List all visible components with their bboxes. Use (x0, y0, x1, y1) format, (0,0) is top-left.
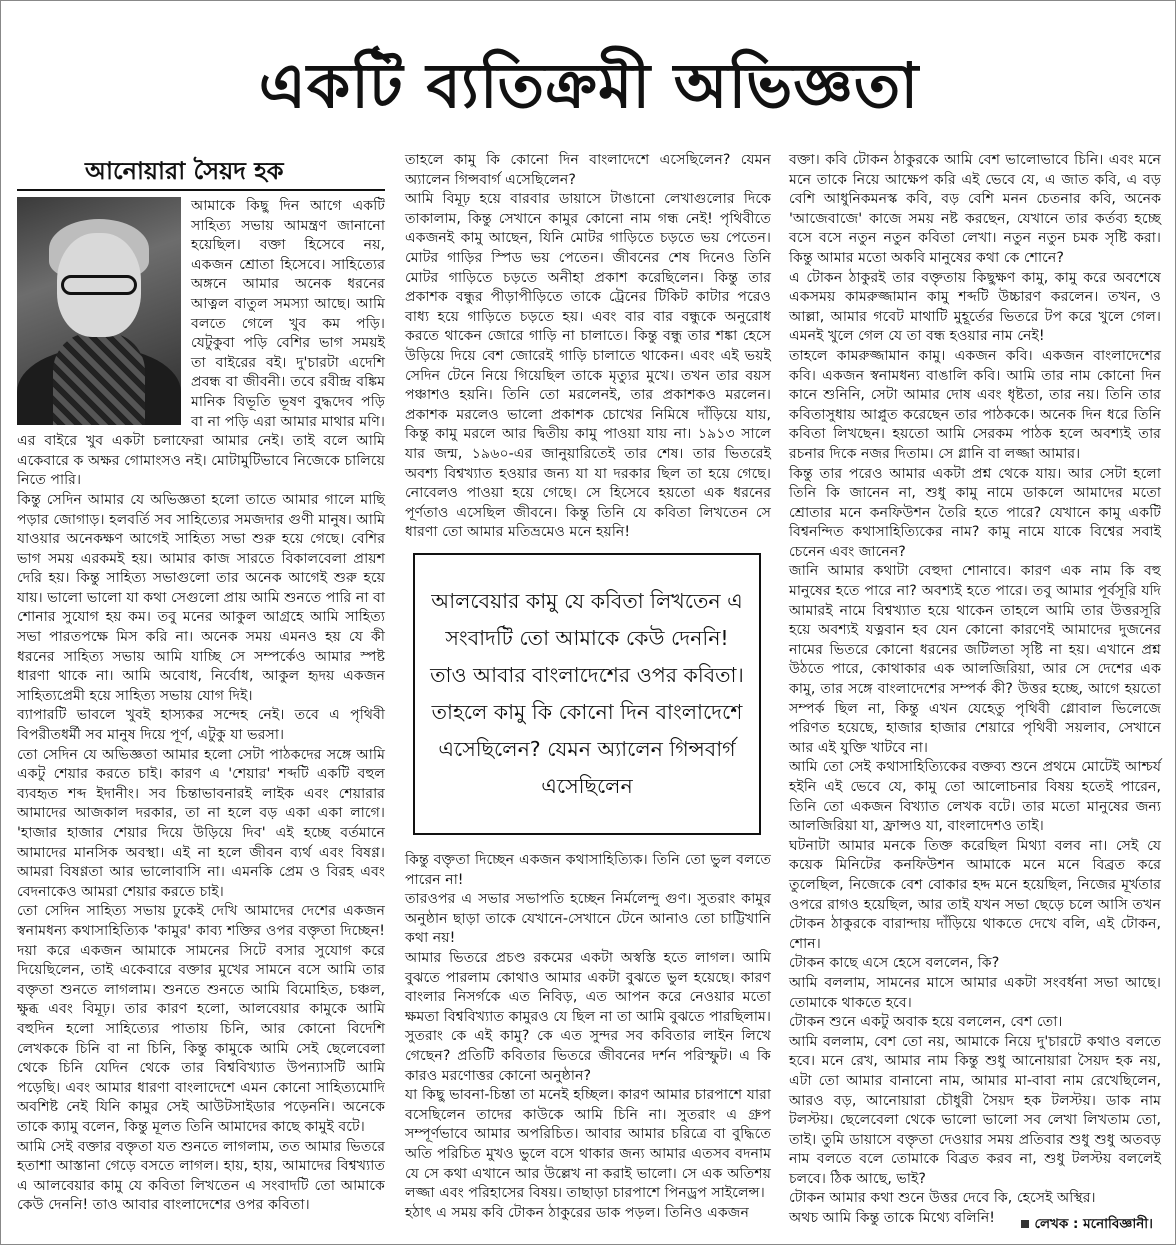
byline-divider (17, 189, 385, 191)
byline: আনোয়ারা সৈয়দ হক (85, 157, 284, 185)
square-bullet-icon (1021, 1220, 1029, 1228)
signature-text: লেখক : মনোবিজ্ঞানী। (1034, 1216, 1153, 1232)
paragraph: যা কিছু ভাবনা-চিন্তা তা মনেই হচ্ছিল। কারণ আমার চারপাশে যারা বসেছিলেন তাদের কাউকে আমি চিনি না। সুতরাং এ গ্রুপ সম্পূর্ণভাবে আমার অপরিচিত। আবার আমার চরিত্রে বা বুদ্ধিতে অতি পরিচিত মুখও ভুলে বসে থাকার জন্য আমার এতসব বদনাম যে সে কথা এখানে আর উল্লেখ না করাই ভালো। সে এক অতিশয় লজ্জা এবং পরিহাসের বিষয়। তাছাড়া চারপাশে পিনড্রপ সাইলেন্স। (405, 1087, 771, 1202)
paragraph: জানি আমার কথাটা বেহুদা শোনাবে। কারণ এক নাম কি বহু মানুষের হতে পারে না? অবশ্যই হতে পারে। তবু আমার পূর্বসূরি যদি আমারই নামে বিশ্বখ্যাত হয়ে থাকেন তাহলে আমি তার উত্তরসূরি হয়ে অবশ্যই যত্নবান হব যেন কোনো কারণেই আমাদের দুজনের নামের ভিতরে কোনো ধরনের জটিলতা সৃষ্টি না হয়। এখানে প্রশ্ন উঠতে পারে, কোথাকার এক আলজিরিয়া, আর সে দেশের এক কামু, তার সঙ্গে বাংলাদেশের সম্পর্ক কী? উত্তর হচ্ছে, আগে হয়তো সম্পর্ক ছিল না, কিন্তু এখন যেহেতু পৃথিবী গ্লোবাল ভিলেজে পরিণত হয়েছে, হাজার হাজার শেয়ারে পৃথিবী সয়লাব, সেখানে আর এই যুক্তি খাটবে না। (789, 563, 1161, 756)
pull-quote (413, 553, 761, 835)
paragraph: কিন্তু সেদিন আমার যে অভিজ্ঞতা হলো তাতে আমার গালে মাছি পড়ার জোগাড়। হলবর্তি সব সাহিত্যের সমজদার গুণী মানুষ। আমি যাওয়ার অনেকক্ষণ আগেই সাহিত্য সভা শুরু হয়ে গেছে। বেশির ভাগ সময় এরকমই হয়। আমার কাজ সারতে বিকালবেলা প্রায়শ দেরি হয়। কিন্তু সাহিত্য সভাগুলো তার অনেক আগেই শুরু হয়ে যায়। ভালো ভালো যা কথা সেগুলো প্রায় আমি শুনতে পারি না বা শোনার সুযোগ হয় কম। তবু মনের আকুল আগ্রহে আমি সাহিত্য সভা পারতপক্ষে মিস করি না। অনেক সময় এমনও হয় যে কী ধরনের সাহিত্য সভায় আমি যাচ্ছি সে সম্পর্কেও আমার স্পষ্ট ধারণা থাকে না। আমি অবোধ, নির্বোধ, আকুল হৃদয় একজন সাহিত্যপ্রেমী হয়ে সাহিত্য সভায় যোগ দিই। (17, 491, 385, 704)
paragraph: হঠাৎ এ সময় কবি টোকন ঠাকুরের ডাক পড়ল। তিনিও একজন (405, 1204, 749, 1221)
paragraph: টোকন শুনে একটু অবাক হয়ে বললেন, বেশ তো। (789, 1014, 1063, 1031)
paragraph: আমি বললাম, বেশ তো নয়, আমাকে নিয়ে দু'চারটে কথাও বলতে হবে। মনে রেখ, আমার নাম কিন্তু শুধু আনোয়ারা সৈয়দ হক নয়, এটা তো আমার বানানো নাম, আমার মা-বাবা নাম রেখেছিলেন, আরও বড়, আনোয়ারা চৌধুরী সৈয়দ হক টলস্টয়। ডাক নাম টলস্টয়। ছেলেবেলা থেকে ভালো ভালো সব লেখা লিখতাম তো, তাই। তুমি ডায়াসে বক্তৃতা দেওয়ার সময় প্রতিবার শুধু শুধু অতবড় নাম বলতে বলে তোমাকে বিব্রত করব না, শুধু টলস্টয় বললেই চলবে। ঠিক আছে, ভাই? (789, 1033, 1161, 1187)
paragraph: আমাকে কিছু দিন আগে একটি সাহিত্য সভায় আমন্ত্রণ জানানো হয়েছিল। বক্তা হিসেবে নয়, একজন শ্রোতা হিসেবে। সাহিত্যের অঙ্গনে আমার অনেক ধরনের আত্নল বাতুল সমস্যা আছে। আমি বলতে গেলে খুব কম পড়ি। যেটুকুবা পড়ি বেশির ভাগ সময়ই তা বাইরের বই। দু'চারটা এদেশি প্রবন্ধ বা জীবনী। তবে রবীন্দ্র বঙ্কিম মানিক বিভূতি ভূষণ বুদ্ধদেব পড়ি বা না পড়ি এরা আমার মাথার মণি। এর বাইরে খুব একটা চলাফেরা আমার নেই। তাই বলে আমি একেবারে ক অক্ষর গোমাংসও নই। মোটামুটিভাবে নিজেকে চালিয়ে নিতে পারি। (17, 198, 385, 489)
paragraph: কিন্তু বক্তৃতা দিচ্ছেন একজন কথাসাহিত্যিক। তিনি তো ভুল বলতে পারেন না! (405, 852, 771, 888)
author-photo (17, 197, 181, 425)
headline: একটি ব্যতিক্রমী অভিজ্ঞতা (258, 49, 920, 122)
paragraph: আমার ভিতরে প্রচণ্ড রকমের একটা অস্বস্তি হতে লাগল। আমি বুঝতে পারলাম কোথাও আমার একটা বুঝতে ভুল হয়েছে। কারণ বাংলার নিসর্গকে এত নিবিড়, এত আপন করে নেওয়ার মতো ক্ষমতা বিশ্ববিখ্যাত কামুরও যে ছিল না তা আমি বুঝতে পারছিলাম। সুতরাং কে এই কামু? কে এত সুন্দর সব কবিতার লাইন লিখে গেছেন? প্রতিটি কবিতার ভিতরে জীবনের দর্শন পরিস্ফুট। এ কি কারও মরণোত্তর কোনো অনুষ্ঠান? (405, 949, 771, 1084)
paragraph: টোকন কাছে এসে হেসে বললেন, কি? (789, 955, 1000, 972)
column-2-top (405, 151, 771, 543)
paragraph: ব্যাপারটি ভাবলে খুবই হাস্যকর সন্দেহ নেই। তবে এ পৃথিবী বিপরীতধর্মী সব মানুষ দিয়ে পূর্ণ, এটুকু যা ভরসা। (17, 707, 385, 744)
paragraph: তো সেদিন যে অভিজ্ঞতা আমার হলো সেটা পাঠকদের সঙ্গে আমি একটু শেয়ার করতে চাই। কারণ এ 'শেয়ার' শব্দটি একটি বহুল ব্যবহৃত শব্দ ইদানীং। সব চিন্তাভাবনারই লাইক এবং শেয়ারার আমাদের আজকাল দরকার, তা না হলে বড় একা একা লাগে। 'হাজার হাজার শেয়ার দিয়ে উড়িয়ে দিব' এই হচ্ছে বর্তমানে আমাদের মানসিক অবস্থা। এই না হলে জীবন ব্যর্থ এবং বিষণ্ণ। আমরা বিষণ্ণতা আর ভালোবাসি না। এমনকি প্রেম ও বিরহ এবং বেদনাকেও আমরা শেয়ার করতে চাই। (17, 746, 385, 900)
photo-scarf (53, 333, 145, 425)
paragraph: আমি বিমূঢ় হয়ে বারবার ডায়াসে টাঙানো লেখাগুলোর দিকে তাকালাম, কিন্তু সেখানে কামুর কোনো নাম গন্ধ নেই! পৃথিবীতে একজনই কামু আছেন, যিনি মোটর গাড়িতে চড়তে ভয় পেতেন। মোটর গাড়ির স্পিড ভয় পেতেন। জীবনের শেষ দিনেও তিনি মোটর গাড়িতে চড়তে অনীহা প্রকাশ করেছিলেন। কিন্তু তার প্রকাশক বন্ধুর পীড়াপীড়িতে তাকে ট্রেনের টিকিট কাটার পরেও বাধ্য হয়ে গাড়িতে চড়তে হয়। এবং বার বার বন্ধুকে অনুরোধ করতে থাকেন জোরে গাড়ি না চালাতে। কিন্তু বন্ধু তার শঙ্কা হেসে উড়িয়ে দিয়ে বেশ জোরেই গাড়ি চালাতে থাকেন। এবং এই ভয়ই সেদিন টেনে নিয়ে গিয়েছিল তাকে মৃত্যুর মুখে। তখন তার বয়স পঞ্চাশও হয়নি। তিনি তো মরলেনই, তার প্রকাশকও মরলেন। প্রকাশক মরলেও ভালো প্রকাশক চোখের নিমিষে দাঁড়িয়ে যায়, কিন্তু কামু মরলে আর দ্বিতীয় কামু পাওয়া যায় না। ১৯১৩ সালে যার জন্ম, ১৯৬০-এর জানুয়ারিতেই তার শেষ। তার ভিতরেই অবশ্য বিশ্বখ্যাত হওয়ার জন্য যা যা দরকার ছিল তা হয়ে গেছে। নোবেলও পাওয়া হয়ে গেছে। সে হিসেবে হয়তো এক ধরনের পূর্ণতাও এসেছিল জীবনে। কিন্তু তিনি যে কবিতা লিখতেন সে ধারণা তো আমার মতিভ্রমেও মনে হয়নি! (405, 191, 771, 541)
paragraph: কিন্তু তার পরেও আমার একটা প্রশ্ন থেকে যায়। আর সেটা হলো তিনি কি জানেন না, শুধু কামু নামে ডাকলে আমাদের মতো শ্রোতার মনে কনফিউশন তৈরি হতে পারে? যেখানে কামু একটি বিশ্বনন্দিত কথাসাহিত্যিকের নাম? কামু নামে যাকে বিশ্বের সবাই চেনেন এবং জানেন? (789, 465, 1161, 560)
column-1 (17, 197, 385, 1216)
paragraph: তাহলে কামরুজ্জামান কামু। একজন কবি। একজন বাংলাদেশের কবি। একজন স্বনামধন্য বাঙালি কবি। আমি তার নাম কোনো দিন কানে শুনিনি, সেটা আমার দোষ এবং ধৃষ্টতা, তার নয়। তিনি তার কবিতাসুধায় আপ্লুত করেছেন তার পাঠককে। অনেক দিন ধরে তিনি কবিতা লিখছেন। হয়তো আমি সেরকম পাঠক হলে অবশ্যই তার রচনার দিকে নজর দিতাম। সে গ্লানি বা লজ্জা আমার। (789, 347, 1161, 462)
paragraph: এ টোকন ঠাকুরই তার বক্তৃতায় কিছুক্ষণ কামু, কামু করে অবশেষে একসময় কামরুজ্জামান কামু শব্দটি উচ্চারণ করলেন। তখন, ও আল্লা, আমার গবেট মাথাটি মুহূর্তের ভিতরে টপ করে খুলে গেল। এমনই খুলে গেল যে তা বন্ধ হওয়ার নাম নেই! (789, 269, 1161, 345)
paragraph: ঘটনাটা আমার মনকে তিক্ত করেছিল মিথ্যা বলব না। সেই যে কয়েক মিনিটের কনফিউশন আমাকে মনে মনে বিব্রত করে তুলেছিল, নিজেকে বেশ বোকার হদ্দ মনে হয়েছিল, নিজের মূর্খতার ওপরে রাগও হয়েছিল, আর তাই যখন সভা ছেড়ে চলে আসি তখন টোকন ঠাকুরকে বারান্দায় দাঁড়িয়ে থাকতে দেখে বলি, এই টোকন, শোন। (789, 837, 1161, 952)
author-signature (1021, 1213, 1154, 1236)
paragraph: তারওপর এ সভার সভাপতি হচ্ছেন নির্মলেন্দু গুণ। সুতরাং কামুর অনুষ্ঠান ছাড়া তাকে যেখানে-সেখানে টেনে আনাও তো চাট্টিখানি কথা নয়! (405, 891, 771, 947)
paragraph: আমি বললাম, সামনের মাসে আমার একটা সংবর্ধনা সভা আছে। তোমাকে থাকতে হবে। (789, 974, 1161, 1011)
paragraph: তাহলে কামু কি কোনো দিন বাংলাদেশে এসেছিলেন? যেমন অ্যালেন গিন্সবার্গ এসেছিলেন? (405, 152, 771, 188)
paragraph: বক্তা। কবি টোকন ঠাকুরকে আমি বেশ ভালোভাবে চিনি। এবং মনে মনে তাকে নিয়ে আক্ষেপ করি এই ভেবে যে, এ জাত কবি, এ বড় বেশি আধুনিকমনস্ক কবি, বড় বেশি মনন চেতনার কবি, অনেক 'আজেবাজে' কাজে সময় নষ্ট করছেন, যেখানে তার কর্তব্য হচ্ছে বসে বসে নতুন নতুন কবিতা লেখা। নতুন নতুন চমক সৃষ্টি করা। কিন্তু আমার মতো অকবি মানুষের কথা কে শোনে? (789, 152, 1161, 266)
paragraph: তো সেদিন সাহিত্য সভায় ঢুকেই দেখি আমাদের দেশের একজন স্বনামধন্য কথাসাহিত্যিক 'কামুর' কাব্য শক্তির ওপর বক্তৃতা দিচ্ছেন! দয়া করে একজন আমাকে সামনের সিটে বসার সুযোগ করে দিয়েছিলেন, তাই একেবারে বক্তার মুখের সামনে বসে আমি তার বক্তৃতা শুনতে লাগলাম। শুনতে শুনতে আমি বিমোহিত, চঞ্চল, ক্ষুব্ধ এবং বিমূঢ়। তার কারণ হলো, আলবেয়ার কামুকে আমি বহুদিন হলো সাহিত্যের পাতায় চিনি, আর কোনো বিদেশি লেখককে চিনি বা না চিনি, কিন্তু কামুকে আমি সেই ছেলেবেলা থেকে চিনি যেদিন থেকে তার বিশ্ববিখ্যাত উপন্যাসটি আমি পড়েছি। এবং আমার ধারণা বাংলাদেশে এমন কোনো সাহিত্যমোদি অবশিষ্ট নেই যিনি কামুর সেই আউটসাইডার পড়েননি। অনেকে তাকে ক্যামু বলেন, কিন্তু মূলত তিনি আমাদের কাছে কামুই বটে। (17, 903, 385, 1135)
paragraph: টোকন আমার কথা শুনে উত্তর দেবে কি, হেসেই অস্থির। (789, 1190, 1096, 1207)
column-2-bottom (405, 851, 771, 1223)
column-3 (789, 151, 1161, 1229)
paragraph: আমি তো সেই কথাসাহিত্যিকের বক্তব্য শুনে প্রথমে মোটেই আশ্চর্য হইনি এই ভেবে যে, কামু তো আলোচনার বিষয় হতেই পারেন, তিনি তো একজন বিখ্যাত লেখক বটে। তার মতো মানুষের জন্য আলজিরিয়া যা, ফ্রান্সও যা, বাংলাদেশও তাই। (789, 759, 1161, 835)
paragraph: আমি সেই বক্তার বক্তৃতা যত শুনতে লাগলাম, তত আমার ভিতরে হতাশা আস্তানা গেড়ে বসতে লাগল। হায়, হায়, আমাদের বিশ্বখ্যাত এ আলবেয়ার কামু যে কবিতা লিখতেন এ সংবাদটি তো আমাকে কেউ দেননি! তাও আবার বাংলাদেশের ওপর কবিতা। (17, 1138, 385, 1214)
pull-quote-text: আলবেয়ার কামু যে কবিতা লিখতেন এ সংবাদটি তো আমাকে কেউ দেননি! তাও আবার বাংলাদেশের ওপর কবিতা। তাহলে কামু কি কোনো দিন বাংলাদেশে এসেছিলেন? যেমন অ্যালেন গিন্সবার্গ এসেছিলেন (430, 589, 744, 798)
photo-glasses (61, 275, 137, 295)
paragraph: অথচ আমি কিন্তু তাকে মিথ্যে বলিনি! (789, 1210, 995, 1227)
